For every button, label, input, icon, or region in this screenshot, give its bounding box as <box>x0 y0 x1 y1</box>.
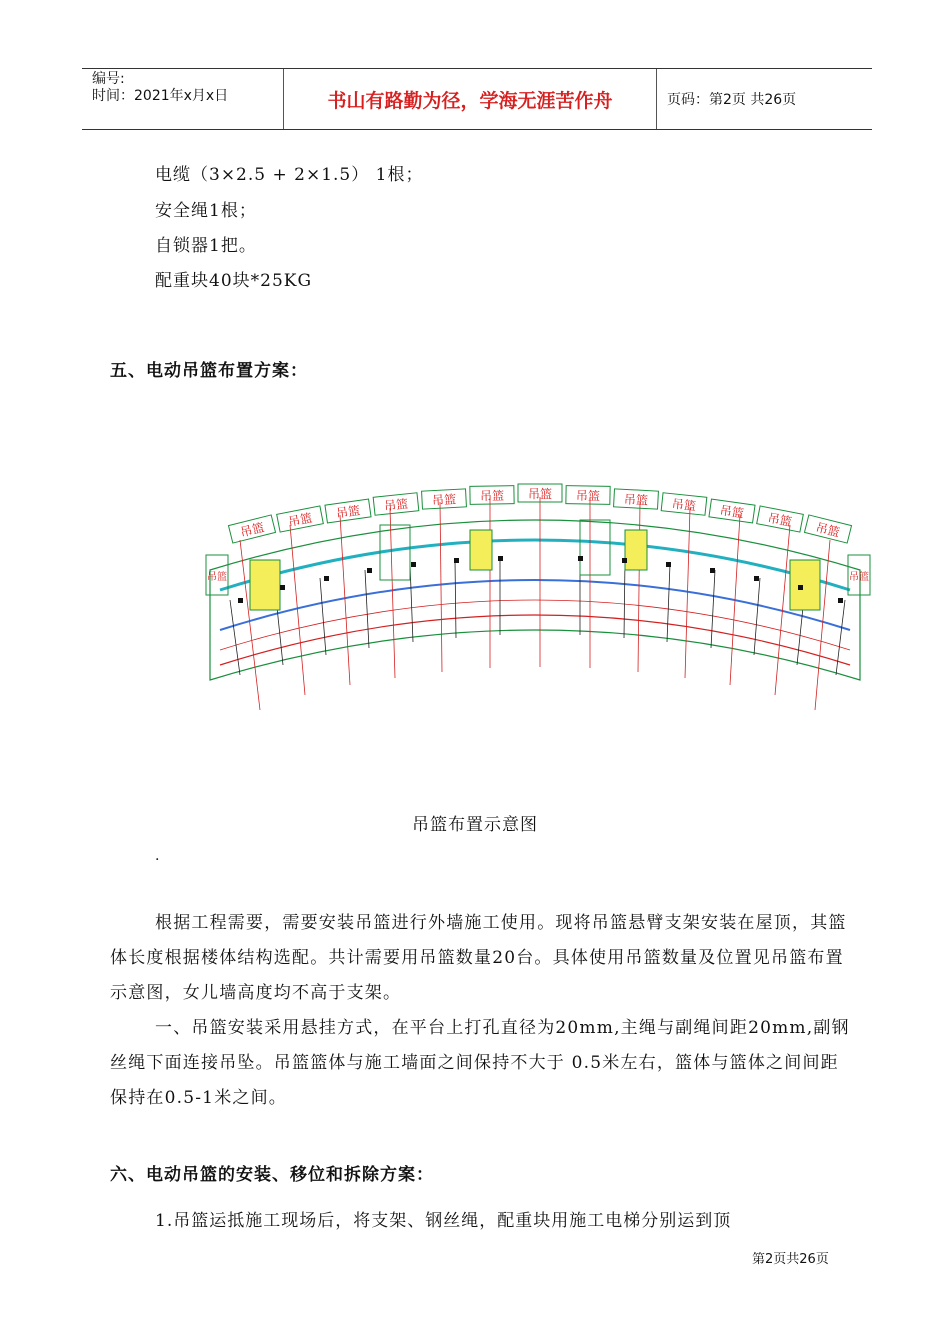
number-label: 编号: <box>92 71 125 87</box>
section6-first-line: 1.吊篮运抵施工现场后，将支架、钢丝绳，配重块用施工电梯分别运到顶 <box>155 1211 732 1231</box>
time-label: 时间：2021年x月x日 <box>92 88 229 104</box>
axis-line-2 <box>220 600 850 650</box>
basket-label: 吊篮 <box>814 520 842 540</box>
page-header <box>82 68 872 130</box>
basket-label: 吊篮 <box>718 503 745 521</box>
basket-label: 吊篮 <box>527 487 553 501</box>
basket-label: 吊篮 <box>575 488 601 504</box>
basket-label: 吊篮 <box>479 488 505 504</box>
side-basket-right-label: 吊篮 <box>849 572 869 583</box>
material-lock: 自锁器1把。 <box>155 236 257 256</box>
header-meta <box>82 69 284 129</box>
material-cable: 电缆（3×2.5 + 2×1.5） 1根； <box>155 165 424 185</box>
stair-core-right <box>790 560 820 610</box>
basket-label: 吊篮 <box>238 520 266 540</box>
section5-title: 五、电动吊篮布置方案： <box>110 361 308 381</box>
material-safety-rope: 安全绳1根； <box>155 201 257 221</box>
elevator-core-right <box>580 520 610 575</box>
page-footer: 第2页共26页 <box>752 1252 829 1267</box>
basket-label: 吊篮 <box>287 510 314 530</box>
corridor-wall <box>220 540 850 590</box>
inner-wall <box>220 580 850 630</box>
header-motto: 书山有路勤为径，学海无涯苦作舟 <box>284 69 657 129</box>
basket-label: 吊篮 <box>623 492 649 508</box>
paragraph-1: 根据工程需要，需要安装吊篮进行外墙施工使用。现将吊篮悬臂支架安装在屋顶，其篮体长度根据楼体结构选配。共计需要用吊篮数量20台。具体使用吊篮数量及位置见吊篮布置示意图，女儿墙高度均不高于支架。 <box>110 913 847 1003</box>
basket-label: 吊篮 <box>766 510 793 530</box>
header-page-info: 页码：第2页 共26页 <box>667 92 797 108</box>
stair-core-left <box>250 560 280 610</box>
basket-label: 吊篮 <box>671 496 697 514</box>
basket-label: 吊篮 <box>431 492 457 508</box>
room-grid <box>230 557 845 675</box>
shaft-left <box>470 530 492 570</box>
basket-layout-figure <box>180 480 890 740</box>
shaft-right <box>625 530 647 570</box>
side-basket-left-label: 吊篮 <box>207 572 227 583</box>
basket-label: 吊篮 <box>383 496 409 514</box>
radial-axes <box>240 497 830 710</box>
material-weights: 配重块40块*25KG <box>155 271 313 291</box>
figure-caption: 吊篮布置示意图 <box>412 815 538 835</box>
paragraph-2: 一、吊篮安装采用悬挂方式，在平台上打孔直径为20mm,主绳与副绳间距20mm,副钢丝绳下面连接吊坠。吊篮篮体与施工墙面之间保持不大于 0.5米左右，篮体与篮体之间间距保持在0.5-1米之间。 <box>110 1018 850 1108</box>
section6-title: 六、电动吊篮的安装、移位和拆除方案： <box>110 1165 434 1185</box>
basket-label: 吊篮 <box>335 503 362 521</box>
stray-dot: . <box>155 848 160 864</box>
